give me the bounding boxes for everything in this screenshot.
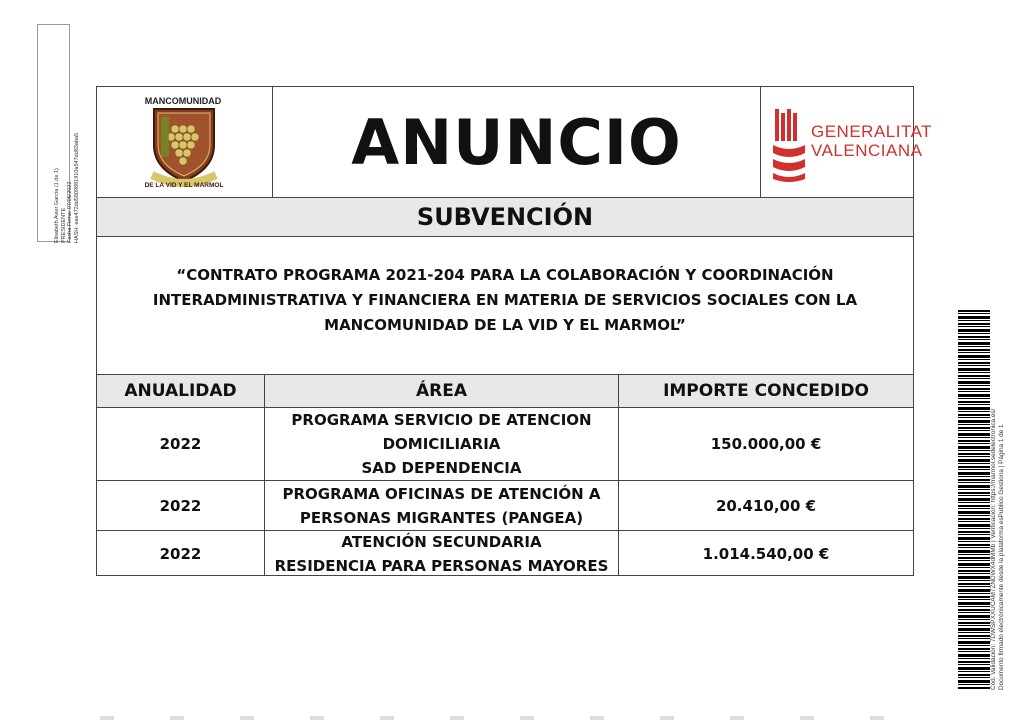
title-cell [273, 87, 761, 197]
generalitat-logo [761, 87, 933, 197]
generalitat-line-1: GENERALITAT [811, 122, 933, 141]
cell-area [265, 531, 619, 576]
verification-line-1[interactable]: Cód. Validación: 7DWSPXXUCAM7ZNDWX4dMMb | Verificación: https://marmol.sedelectronica.es/ [990, 408, 997, 690]
cell-year: 2022 [97, 531, 265, 576]
cell-area-line: SAD DEPENDENCIA [361, 459, 522, 477]
cell-area-line: PROGRAMA SERVICIO DE ATENCION [291, 411, 592, 429]
program-description: “CONTRATO PROGRAMA 2021-204 PARA LA COLABORACIÓN Y COORDINACIÓN INTERADMINISTRATIVA Y FINANCIERA EN MATERIA DE SERVICIOS SOCIALES CON LA MANCOMUNIDAD DE LA VID Y EL MARMOL” [152, 266, 858, 334]
announcement-document [96, 86, 933, 576]
subtitle-bar [97, 197, 913, 237]
signature-line: PRESIDENTE [60, 207, 67, 243]
subtitle: SUBVENCIÓN [416, 203, 594, 231]
signature-text [54, 33, 80, 243]
table-row [97, 530, 913, 576]
cell-area-line: PERSONAS MIGRANTES (PANGEA) [299, 508, 584, 527]
cell-amount: 20.410,00 € [715, 496, 817, 515]
signature-stamp [37, 24, 80, 243]
signature-line: HASH: eae472dd5809881910a547dd83aba5 [73, 132, 80, 243]
table-row [97, 407, 913, 480]
cell-year: 2022 [97, 408, 265, 480]
cell-year: 2022 [97, 481, 265, 530]
cell-area [265, 408, 619, 480]
generalitat-text [811, 122, 932, 160]
column-header-area: ÁREA [265, 375, 619, 407]
cell-amount: 150.000,00 € [710, 435, 822, 453]
signature-line: Elisabeth Avier García (1 de 1) [54, 168, 60, 243]
page-title: ANUNCIO [351, 105, 682, 179]
signature-line: Fecha Firma: 07/06/2022 [67, 181, 74, 243]
table-row [97, 480, 913, 530]
column-header-anualidad: ANUALIDAD [97, 375, 265, 407]
footer-marks [100, 716, 900, 720]
cell-area [265, 481, 619, 530]
cell-area-line: RESIDENCIA PARA PERSONAS MAYORES [274, 556, 609, 575]
document-header [97, 87, 933, 197]
logo-top-text: MANCOMUNIDAD [144, 96, 222, 106]
verification-text [990, 350, 1005, 690]
column-header-importe: IMPORTE CONCEDIDO [663, 381, 869, 401]
cell-area-line: DOMICILIARIA [382, 435, 501, 453]
mancomunidad-logo [97, 87, 273, 197]
table-header-row [97, 374, 913, 407]
logo-bottom-text: DE LA VID Y EL MARMOL [144, 182, 224, 189]
cell-area-line: ATENCIÓN SECUNDARIA [341, 532, 542, 551]
verification-line-2: Documento firmado electrónicamente desde la plataforma esPublico Gestiona | Página 1 de 1 [997, 424, 1005, 690]
cell-amount: 1.014.540,00 € [702, 544, 830, 563]
generalitat-emblem-icon [769, 105, 809, 185]
generalitat-line-2: VALENCIANA [811, 141, 923, 160]
cell-area-line: PROGRAMA OFICINAS DE ATENCIÓN A [282, 484, 601, 503]
barcode [958, 310, 990, 690]
